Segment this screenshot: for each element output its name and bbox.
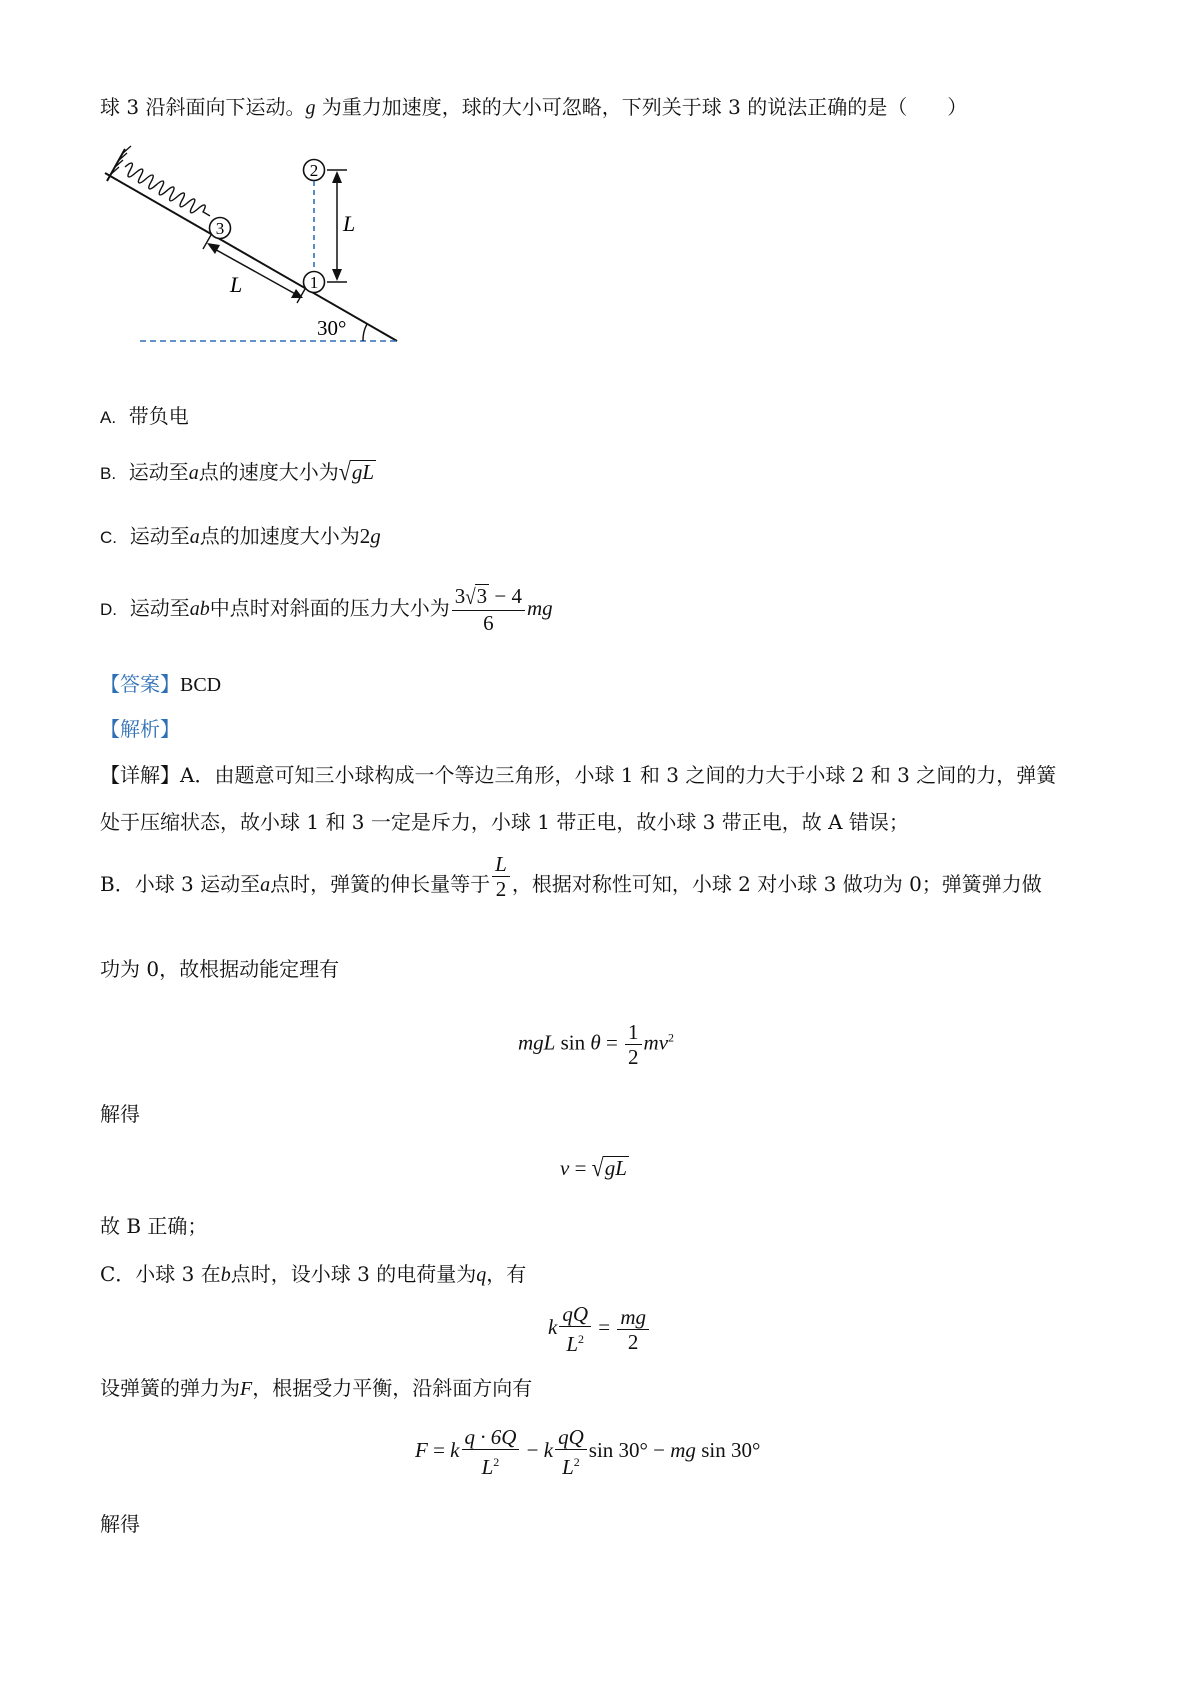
option-d-text-a: 运动至 [129,596,190,620]
incline-diagram [95,135,415,360]
detail-a-line1 [100,761,1056,789]
option-b-letter: B. [100,464,117,483]
slope-dim-tick-top [203,235,211,249]
slope-arrow-down [291,289,303,298]
detail-b-var: a [260,874,271,896]
option-b-var: a [188,462,199,484]
detail-b-text-b: 点时，弹簧的伸长量等于 [270,872,491,896]
option-a [100,402,189,432]
detail-b-line1 [100,852,1042,901]
solve-label-1: 解得 [100,1102,140,1126]
option-d-text-b: 中点时对斜面的压力大小为 [209,596,450,620]
angle-label: 30° [317,316,347,340]
option-a-text: 带负电 [128,404,189,428]
ball-1-label: 1 [309,273,319,292]
stem-g: g [305,97,316,119]
option-d-tail: mg [527,596,553,620]
option-b: B. 运动至a点的速度大小为√gL [100,457,375,486]
detail-b-fraction: $\frac{L}{2}$ [492,852,510,901]
option-c-letter: C. [100,528,117,547]
option-c-text-a: 运动至 [129,524,190,548]
option-c-var: a [189,526,200,548]
answer-tag: 【答案】 [100,672,180,696]
dim-arrow-down [332,269,342,281]
slope-dim-line [211,247,299,296]
option-d [100,584,553,635]
dim-arrow-up [332,171,342,183]
slope-arrow-up [207,243,220,254]
option-c-text-b: 点的加速度大小为 [199,524,360,548]
option-d-fraction: $\frac{3√3 - 4}{6}$ [452,584,525,635]
question-stem [100,93,967,122]
detail-c-line1: C．小球 3 在b点时，设小球 3 的电荷量为q，有 [100,1262,527,1286]
option-b-text-b: 点的速度大小为 [198,460,339,484]
angle-arc [363,324,367,341]
detail-tag: 【详解】 [100,763,180,787]
detail-b-text-2: 功为 0，故根据动能定理有 [100,957,340,981]
equation-force-balance: F = k $\frac{q \cdot 6Q}{L^2}$ − k $\frac{qQ}{L^2}$ sin 30° − mg sin 30° [415,1425,761,1479]
option-b-radicand: gL [351,460,375,484]
detail-b-text-a: B．小球 3 运动至 [100,872,261,896]
label-L-slope: L [230,272,243,297]
stem-text-a: 球 3 沿斜面向下运动。 [100,95,306,119]
analysis-tag: 【解析】 [100,717,180,741]
equation-coulomb: k $\frac{qQ}{L^2}$ = $\frac{mg}{2}$ [548,1302,651,1356]
solve-label-2: 解得 [100,1512,140,1536]
ball-3-label: 3 [215,219,225,238]
ball-2-label: 2 [309,161,319,180]
equation-velocity: v = √gL [560,1153,627,1182]
detail-f-line: 设弹簧的弹力为F，根据受力平衡，沿斜面方向有 [100,1376,533,1400]
option-c [100,522,381,552]
label-L-vertical: L [343,211,356,236]
analysis-line [100,715,180,743]
equation-energy: mgL sin θ = $\frac{1}{2}$ $mv^2$ [518,1020,675,1069]
stem-text-b: 为重力加速度，球的大小可忽略，下列关于球 3 的说法正确的是（ ） [315,95,968,119]
answer-value: BCD [180,674,222,696]
option-a-letter: A. [100,408,117,427]
detail-a-text2: 处于压缩状态，故小球 1 和 3 一定是斥力，小球 1 带正电，故小球 3 带正电，故 A 错误； [100,810,909,834]
detail-b-text-c: ，根据对称性可知，小球 2 对小球 3 做功为 0；弹簧弹力做 [511,872,1042,896]
detail-b-line2 [100,955,339,983]
option-d-var: ab [189,598,210,620]
option-c-g: g [370,524,381,548]
option-b-text-a: 运动至 [128,460,189,484]
answer-line [100,670,221,699]
detail-b-conclusion: 故 B 正确； [100,1214,208,1238]
slope-line [105,173,397,341]
option-c-val: 2 [359,524,371,548]
detail-a-text1: A．由题意可知三小球构成一个等边三角形，小球 1 和 3 之间的力大于小球 2 和 3 之间的力，弹簧 [180,763,1057,787]
detail-a-line2 [100,808,909,836]
option-d-letter: D. [100,600,117,619]
